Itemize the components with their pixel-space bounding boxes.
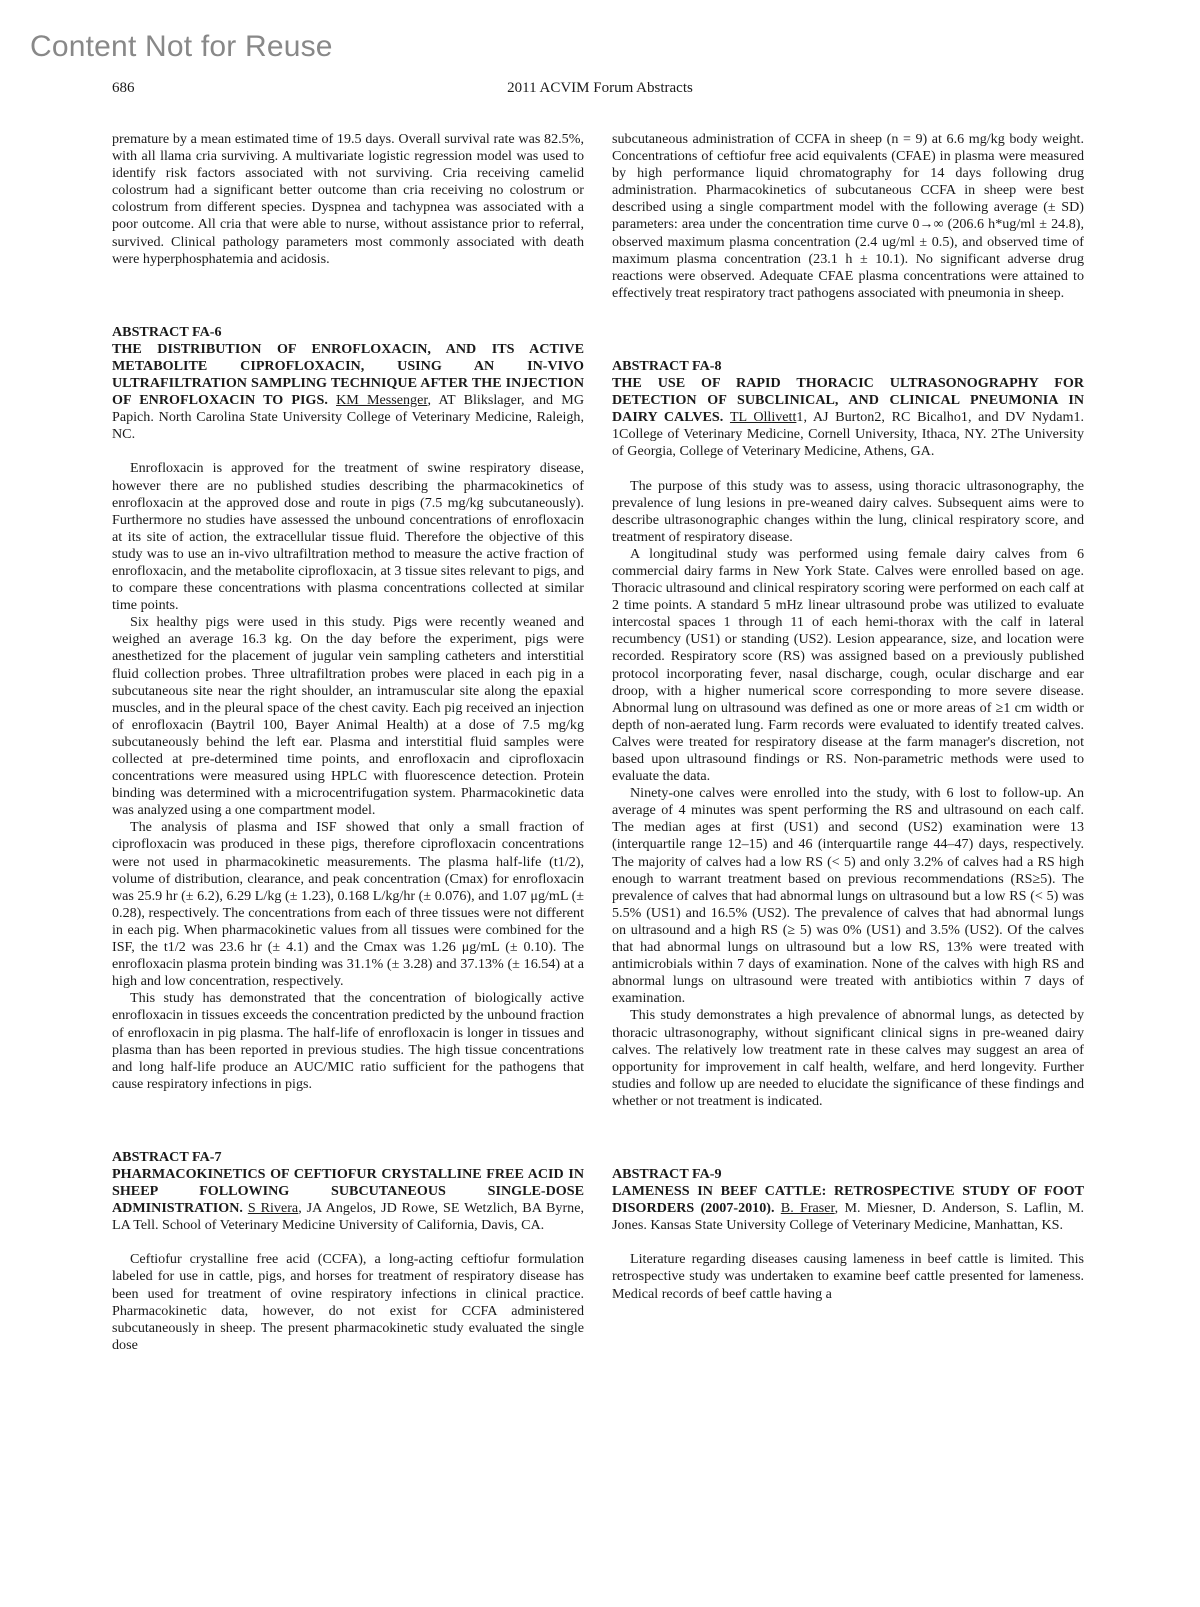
watermark: Content Not for Reuse <box>30 30 333 63</box>
paragraph: Enrofloxacin is approved for the treatment of swine respiratory disease, however there are no published studies describing the pharmacokinetics of enrofloxacin at the approved dose and route in pigs (7.5 mg/kg subcutaneously). Furthermore no studies have assessed the unbound concentrations of enrofloxacin at its site of action, the extracellular tissue fluid. Therefore the objective of this study was to use an in-vivo ultrafiltration method to measure the active fraction of enrofloxacin, and the metabolite ciprofloxacin, at 3 tissue sites relevant to pigs, and to compare these concentrations with plasma concentrations collected at similar time points. <box>112 460 584 614</box>
right-column <box>612 131 1084 1303</box>
running-title: 2011 ACVIM Forum Abstracts <box>507 80 693 96</box>
abstract-label: ABSTRACT FA-9 <box>612 1165 722 1182</box>
abstract-title: PHARMACOKINETICS OF CEFTIOFUR CRYSTALLINE FREE ACID IN SHEEP FOLLOWING SUBCUTANEOUS SINGLE-DOSE ADMINISTRATION. <box>112 1165 584 1217</box>
paragraph: This study has demonstrated that the concentration of biologically active enrofloxacin in tissues exceeds the concentration predicted by the unbound fraction of enrofloxacin in pig plasma. The half-life of enrofloxacin is longer in tissues and plasma than has been reported in previous studies. The high tissue concentrations and long half-life produce an AUC/MIC ratio sufficient for the pathogens that cause respiratory infections in pigs. <box>112 990 584 1092</box>
page-number: 686 <box>112 80 135 96</box>
presenting-author: TL Ollivett <box>729 409 797 426</box>
abstract-fa6 <box>112 324 584 1093</box>
abstract-heading <box>112 341 584 444</box>
continuation-text: premature by a mean estimated time of 19.5 days. Overall survival rate was 82.5%, with all llama cria surviving. A multivariate logistic regression model was used to identify risk factors associated with not surviving. Cria receiving camelid colostrum had a significant better outcome than cria receiving no colostrum or colostrum from different species. Dyspnea and tachypnea was associated with a poor outcome. All cria that were able to nurse, without assistance prior to referral, survived. Clinical pathology parameters most commonly associated with death were hyperphosphatemia and acidosis. <box>112 131 584 267</box>
paragraph: Ninety-one calves were enrolled into the study, with 6 lost to follow-up. An average of 4 minutes was spent performing the RS and ultrasound on each calf. The median ages at first (US1) and second (US2) examination were 13 (interquartile range 12–15) and 46 (interquartile range 44–47) days, respectively. The majority of calves had a low RS (< 5) and only 3.2% of calves had a RS high enough to warrant treatment based on previous recommendations (RS≥5). The prevalence of calves that had abnormal lungs on ultrasound but a low RS (< 5) was 5.5% (US1) and 16.5% (US2). The prevalence of calves that had abnormal lungs on ultrasound and a high RS (≥ 5) was 0% (US1) and 3.5% (US2). Of the calves that had abnormal lungs on ultrasound but a low RS, 13% were treated with antimicrobials within 7 days of examination. None of the calves with high RS and abnormal lungs on ultrasound were treated with antibiotics within 7 days of examination. <box>612 785 1084 1007</box>
abstract-label: ABSTRACT FA-7 <box>112 1148 222 1165</box>
affiliation: School of Veterinary Medicine University of California, Davis, CA. <box>162 1217 545 1234</box>
abstract-fa7 <box>112 1149 584 1354</box>
paragraph: A longitudinal study was performed using female dairy calves from 6 commercial dairy farms in New York State. Calves were enrolled based on age. Thoracic ultrasound and clinical respiratory scoring were performed on each calf at 2 time points. A standard 5 mHz linear ultrasound probe was utilized to evaluate intercostal spaces 1 through 11 of each hemi-thorax with the calf in lateral recumbency (US1) or standing (US2). Lesion appearance, size, and location were recorded. Respiratory score (RS) was assigned based on a previously published protocol incorporating fever, nasal discharge, cough, ocular discharge and ear droop, with a higher numerical score corresponding to more severe disease. Abnormal lung on ultrasound was defined as one or more areas of ≥1 cm width or depth of non-aerated lung. Farm records were evaluated to identify treated calves. Calves were treated for respiratory disease at the farm manager's discretion, not based upon ultrasound findings or RS. Non-parametric methods were used to evaluate the data. <box>612 545 1084 785</box>
abstract-title: THE USE OF RAPID THORACIC ULTRASONOGRAPHY FOR DETECTION OF SUBCLINICAL, AND CLINICAL PNEUMONIA IN DAIRY CALVES. <box>612 375 1084 426</box>
paragraph: Six healthy pigs were used in this study. Pigs were recently weaned and weighed an average 16.3 kg. On the day before the experiment, pigs were anesthetized for the placement of jugular vein sampling catheters and interstitial fluid collection probes. Three ultrafiltration probes were placed in each pig in a subcutaneous site near the right shoulder, an intramuscular site along the epaxial muscles, and in the pleural space of the chest cavity. Each pig received an injection of enrofloxacin (Baytril 100, Bayer Animal Health) at a dose of 7.5 mg/kg subcutaneously behind the left ear. Plasma and interstitial fluid samples were collected at pre-determined time points, and enrofloxacin and ciprofloxacin concentrations were measured using HPLC with fluorescence detection. Protein binding was determined with a microcentrifugation system. Pharmacokinetic data was analyzed using a one compartment model. <box>112 614 584 819</box>
abstract-heading <box>612 1183 1084 1234</box>
abstract-heading <box>112 1166 584 1234</box>
paragraph: This study demonstrates a high prevalence of abnormal lungs, as detected by thoracic ultrasonography, without significant clinical signs in pre-weaned dairy calves. The relatively low treatment rate in these calves may suggest an area of opportunity for improvement in calf health, welfare, and herd longevity. Further studies and follow up are needed to elucidate the significance of these findings and whether or not treatment is indicated. <box>612 1007 1084 1109</box>
paragraph: Literature regarding diseases causing lameness in beef cattle is limited. This retrospective study was undertaken to examine beef cattle presented for lameness. Medical records of beef cattle having a <box>612 1251 1084 1302</box>
abstract-label: ABSTRACT FA-6 <box>112 323 222 340</box>
left-column <box>112 131 584 1354</box>
co-authors: 1, AJ Burton2, RC Bicalho1, and DV Nydam1. <box>796 409 1085 426</box>
affiliation: 1College of Veterinary Medicine, Cornell University, Ithaca, NY. 2The University of Georgia, College of Veterinary Medicine, Athens, GA. <box>612 426 1084 460</box>
co-authors: , M. Miesner, D. Anderson, S. Laflin, M. Jones. <box>612 1200 1084 1234</box>
co-authors: , AT Blikslager, and MG Papich. <box>112 392 584 426</box>
paragraph: The purpose of this study was to assess, using thoracic ultrasonography, the prevalence of lung lesions in pre-weaned dairy calves. Subsequent aims were to describe ultrasonographic changes within the lung, clinical respiratory score, and treatment of respiratory disease. <box>612 477 1084 545</box>
paragraph: Ceftiofur crystalline free acid (CCFA), a long-acting ceftiofur formulation labeled for use in cattle, pigs, and horses for treatment of respiratory disease has been used for treatment of ovine respiratory infections in clinical practice. Pharmacokinetic data, however, do not exist for CCFA administered subcutaneously in sheep. The present pharmacokinetic study evaluated the single dose <box>112 1251 584 1353</box>
affiliation: Kansas State University College of Veterinary Medicine, Manhattan, KS. <box>650 1217 1064 1234</box>
abstract-heading <box>612 375 1084 460</box>
continuation-text: subcutaneous administration of CCFA in sheep (n = 9) at 6.6 mg/kg body weight. Concentrations of ceftiofur free acid equivalents (CFAE) in plasma were measured by high performance liquid chromatography for 14 days following drug administration. Pharmacokinetics of subcutaneous CCFA in sheep were best described using a single compartment model with the following average (± SD) parameters: area under the concentration time curve 0→∞ (206.6 h*ug/ml ± 24.8), observed maximum plasma concentration (2.4 ug/ml ± 0.5), and observed time of maximum plasma concentration (23.1 h ± 10.1). No significant adverse drug reactions were observed. Adequate CFAE plasma concentrations were attained to effectively treat respiratory tract pathogens associated with pneumonia in sheep. <box>612 131 1084 301</box>
presenting-author: S Rivera <box>247 1200 299 1217</box>
presenting-author: B. Fraser <box>780 1200 835 1217</box>
abstract-label: ABSTRACT FA-8 <box>612 357 722 374</box>
abstract-title: THE DISTRIBUTION OF ENROFLOXACIN, AND ITS ACTIVE METABOLITE CIPROFLOXACIN, USING AN IN-VIVO ULTRAFILTRATION SAMPLING TECHNIQUE AFTER THE INJECTION OF ENROFLOXACIN TO PIGS. <box>112 340 584 409</box>
paragraph: The analysis of plasma and ISF showed that only a small fraction of ciprofloxacin was produced in these pigs, therefore ciprofloxacin concentrations were not used in pharmacokinetic measurements. The plasma half-life (t1/2), volume of distribution, clearance, and peak concentration (Cmax) for enrofloxacin was 25.9 hr (± 6.2), 6.29 L/kg (± 1.23), 0.168 L/kg/hr (± 0.076), and 1.07 μg/mL (± 0.28), respectively. The concentrations from each of three tissues were not different in each pig. When pharmacokinetic values from all tissues were combined for the ISF, the t1/2 was 23.6 hr (± 4.1) and the Cmax was 1.26 μg/mL (± 0.10). The enrofloxacin plasma protein binding was 31.1% (± 3.28) and 37.13% (± 16.54) at a high and low concentration, respectively. <box>112 819 584 990</box>
abstract-fa9 <box>612 1166 1084 1303</box>
presenting-author: KM Messenger <box>336 392 428 409</box>
authors <box>730 409 1084 425</box>
affiliation: North Carolina State University College of Veterinary Medicine, Raleigh, NC. <box>112 409 584 443</box>
abstract-fa8 <box>612 358 1084 1110</box>
abstract-title: LAMENESS IN BEEF CATTLE: RETROSPECTIVE STUDY OF FOOT DISORDERS (2007-2010). <box>612 1183 1084 1217</box>
co-authors: , JA Angelos, JD Rowe, SE Wetzlich, BA Byrne, LA Tell. <box>112 1200 584 1234</box>
